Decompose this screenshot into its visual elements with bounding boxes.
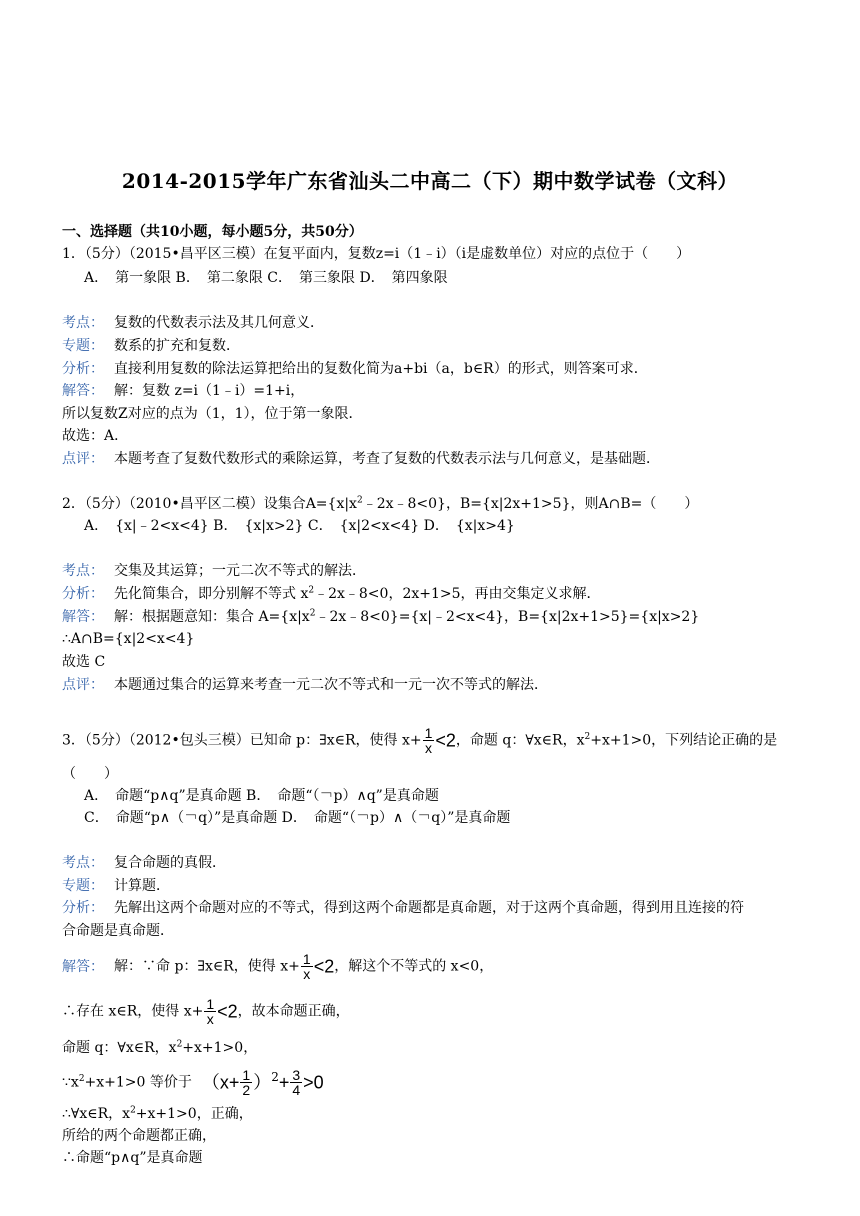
q1-jieda <box>62 381 304 401</box>
fenxi-text: 直接利用复数的除法运算把给出的复数化简为a+bi（a，b∈R）的形式，则答案可求． <box>114 361 648 377</box>
q1-dianping <box>62 449 660 469</box>
inequality: <2 <box>313 956 335 977</box>
superscript: 2 <box>584 731 591 742</box>
jieda-text: 解：根据题意知：集合 A={x|x <box>114 609 310 625</box>
question-3-stem <box>62 726 777 755</box>
line-text: +x+1>0， <box>182 1040 258 1056</box>
fenxi-text: 先化简集合，即分别解不等式 x <box>114 586 309 602</box>
fraction-numerator: 1 <box>242 1067 251 1083</box>
fraction <box>240 1068 252 1097</box>
zhuanti-label: 专题： <box>62 878 104 894</box>
superscript: 2 <box>356 495 363 506</box>
expression-part: + <box>278 1072 290 1093</box>
jieda-label: 解答： <box>62 383 104 399</box>
stem-part: ﹣2x﹣8<0}，B={x|2x+1>5}，则A∩B=（ ） <box>362 496 699 512</box>
stem-part: 2．（5分）（2010•昌平区二模）设集合A={x|x <box>62 496 357 512</box>
q1-kaodian <box>62 313 324 333</box>
q2-solution-line: ∴A∩B={x|2<x<4} <box>62 631 195 647</box>
jieda-label: 解答： <box>62 609 104 625</box>
q3-fenxi <box>62 898 744 918</box>
line-text: +x+1>0，正确， <box>135 1106 253 1122</box>
jieda-text: 解：∵命 p：∃x∈R，使得 x+ <box>114 958 300 975</box>
q3-kaodian <box>62 853 226 873</box>
q3-fenxi-cont: 合命题是真命题． <box>62 923 174 939</box>
fraction-numerator: 1 <box>206 996 215 1012</box>
superscript: 2 <box>309 608 316 619</box>
dianping-label: 点评： <box>62 677 104 693</box>
expression-part: （x+ <box>201 1072 240 1093</box>
line-text: 命题 q：∀x∈R，x <box>62 1040 177 1056</box>
q2-jieda <box>62 607 699 627</box>
stem-part: 3．（5分）（2012•包头三模）已知命 p：∃x∈R，使得 x+ <box>62 732 422 749</box>
kaodian-label: 考点： <box>62 315 104 331</box>
q3-line-equivalent <box>62 1068 324 1097</box>
fraction <box>301 952 313 981</box>
line-text: ，故本命题正确， <box>237 1003 350 1020</box>
section-heading: 一、选择题（共10小题，每小题5分，共50分） <box>62 224 363 240</box>
q2-answer: 故选 C <box>62 654 106 670</box>
line-text: ∵x <box>62 1074 79 1091</box>
dianping-text: 本题通过集合的运算来考查一元二次不等式和一元一次不等式的解法． <box>114 677 548 693</box>
kaodian-label: 考点： <box>62 855 104 871</box>
kaodian-label: 考点： <box>62 563 104 579</box>
dianping-text: 本题考查了复数代数形式的乘除运算，考查了复数的代数表示法与几何意义，是基础题． <box>114 451 660 467</box>
zhuanti-text: 数系的扩充和复数． <box>114 338 240 354</box>
kaodian-text: 复数的代数表示法及其几何意义． <box>114 315 324 331</box>
question-3-paren: （ ） <box>62 766 118 782</box>
jieda-text: ，解这个不等式的 x<0， <box>334 958 494 975</box>
line-text: ∴存在 x∈R，使得 x+ <box>62 1003 204 1020</box>
q1-answer: 故选：A． <box>62 428 129 444</box>
fraction-denominator: 4 <box>292 1082 301 1098</box>
stem-part: ，命题 q：∀x∈R，x <box>455 732 585 749</box>
question-1-stem: 1．（5分）（2015•昌平区三模）在复平面内，复数z=i（1﹣i）（i是虚数单位）对应的点位于（ ） <box>62 246 691 262</box>
fraction-numerator: 1 <box>302 951 311 967</box>
q3-zhuanti <box>62 876 170 896</box>
zhuanti-label: 专题： <box>62 338 104 354</box>
kaodian-text: 复合命题的真假． <box>114 855 226 871</box>
question-3-options-cd: C． 命题“p∧（￢q）”是真命题 D． 命题“（￢p）∧（￢q）”是真命题 <box>84 810 511 826</box>
fenxi-label: 分析： <box>62 361 104 377</box>
kaodian-text: 交集及其运算；一元二次不等式的解法． <box>114 563 366 579</box>
fenxi-label: 分析： <box>62 900 104 916</box>
fraction-numerator: 1 <box>424 725 433 741</box>
question-1-options: A． 第一象限 B． 第二象限 C． 第三象限 D． 第四象限 <box>84 270 448 286</box>
q2-kaodian <box>62 561 366 581</box>
q2-fenxi <box>62 584 601 604</box>
q1-zhuanti <box>62 336 240 356</box>
question-3-options-ab: A． 命题“p∧q”是真命题 B． 命题“（￢p）∧q”是真命题 <box>84 788 439 804</box>
fraction <box>290 1068 302 1097</box>
superscript: 2 <box>176 1039 183 1050</box>
line-text: +x+1>0 等价于 <box>84 1074 192 1091</box>
superscript: 2 <box>78 1073 85 1084</box>
fenxi-text: 先解出这两个命题对应的不等式，得到这两个命题都是真命题，对于这两个真命题，得到用且连接的符 <box>114 900 744 916</box>
stem-part: +x+1>0，下列结论正确的是 <box>590 732 778 749</box>
q1-fenxi <box>62 359 648 379</box>
q3-line-both-true: 所给的两个命题都正确， <box>62 1128 216 1144</box>
q2-dianping <box>62 675 548 695</box>
jieda-label: 解答： <box>62 958 104 975</box>
fenxi-text: ﹣2x﹣8<0，2x+1>5，再由交集定义求解． <box>314 586 601 602</box>
superscript: 2 <box>308 585 315 596</box>
fraction-denominator: x <box>303 966 311 982</box>
fraction-denominator: x <box>424 740 432 756</box>
jieda-text: 解：复数 z=i（1﹣i）=1+i， <box>114 383 305 399</box>
q3-jieda <box>62 952 493 981</box>
fraction-denominator: x <box>206 1011 214 1027</box>
expression-part: >0 <box>303 1072 324 1093</box>
line-text: ∴∀x∈R，x <box>62 1106 131 1122</box>
q3-line-forall <box>62 1104 253 1124</box>
fraction-numerator: 3 <box>292 1067 301 1083</box>
fraction <box>204 997 216 1026</box>
question-2-stem <box>62 494 698 514</box>
zhuanti-text: 计算题． <box>114 878 170 894</box>
superscript: 2 <box>130 1105 136 1116</box>
dianping-label: 点评： <box>62 451 104 467</box>
expression-part: ） <box>253 1072 272 1093</box>
fenxi-label: 分析： <box>62 586 104 602</box>
page-title: 2014-2015学年广东省汕头二中高二（下）期中数学试卷（文科） <box>121 169 739 193</box>
fraction-denominator: 2 <box>242 1082 251 1098</box>
q3-line-q <box>62 1038 257 1058</box>
jieda-text: ﹣2x﹣8<0}={x|﹣2<x<4}，B={x|2x+1>5}={x|x>2} <box>315 609 700 625</box>
inequality: <2 <box>217 1001 238 1022</box>
question-2-options: A． {x|﹣2<x<4} B． {x|x>2} C． {x|2<x<4} D． {x|x>4} <box>84 518 515 534</box>
fraction <box>423 726 435 755</box>
q1-solution-line: 所以复数Z对应的点为（1，1），位于第一象限． <box>62 406 363 422</box>
q3-line-exists <box>62 997 350 1026</box>
q3-line-conclusion: ∴命题“p∧q”是真命题 <box>62 1150 203 1166</box>
inequality: <2 <box>435 730 456 751</box>
superscript: 2 <box>271 1069 279 1084</box>
